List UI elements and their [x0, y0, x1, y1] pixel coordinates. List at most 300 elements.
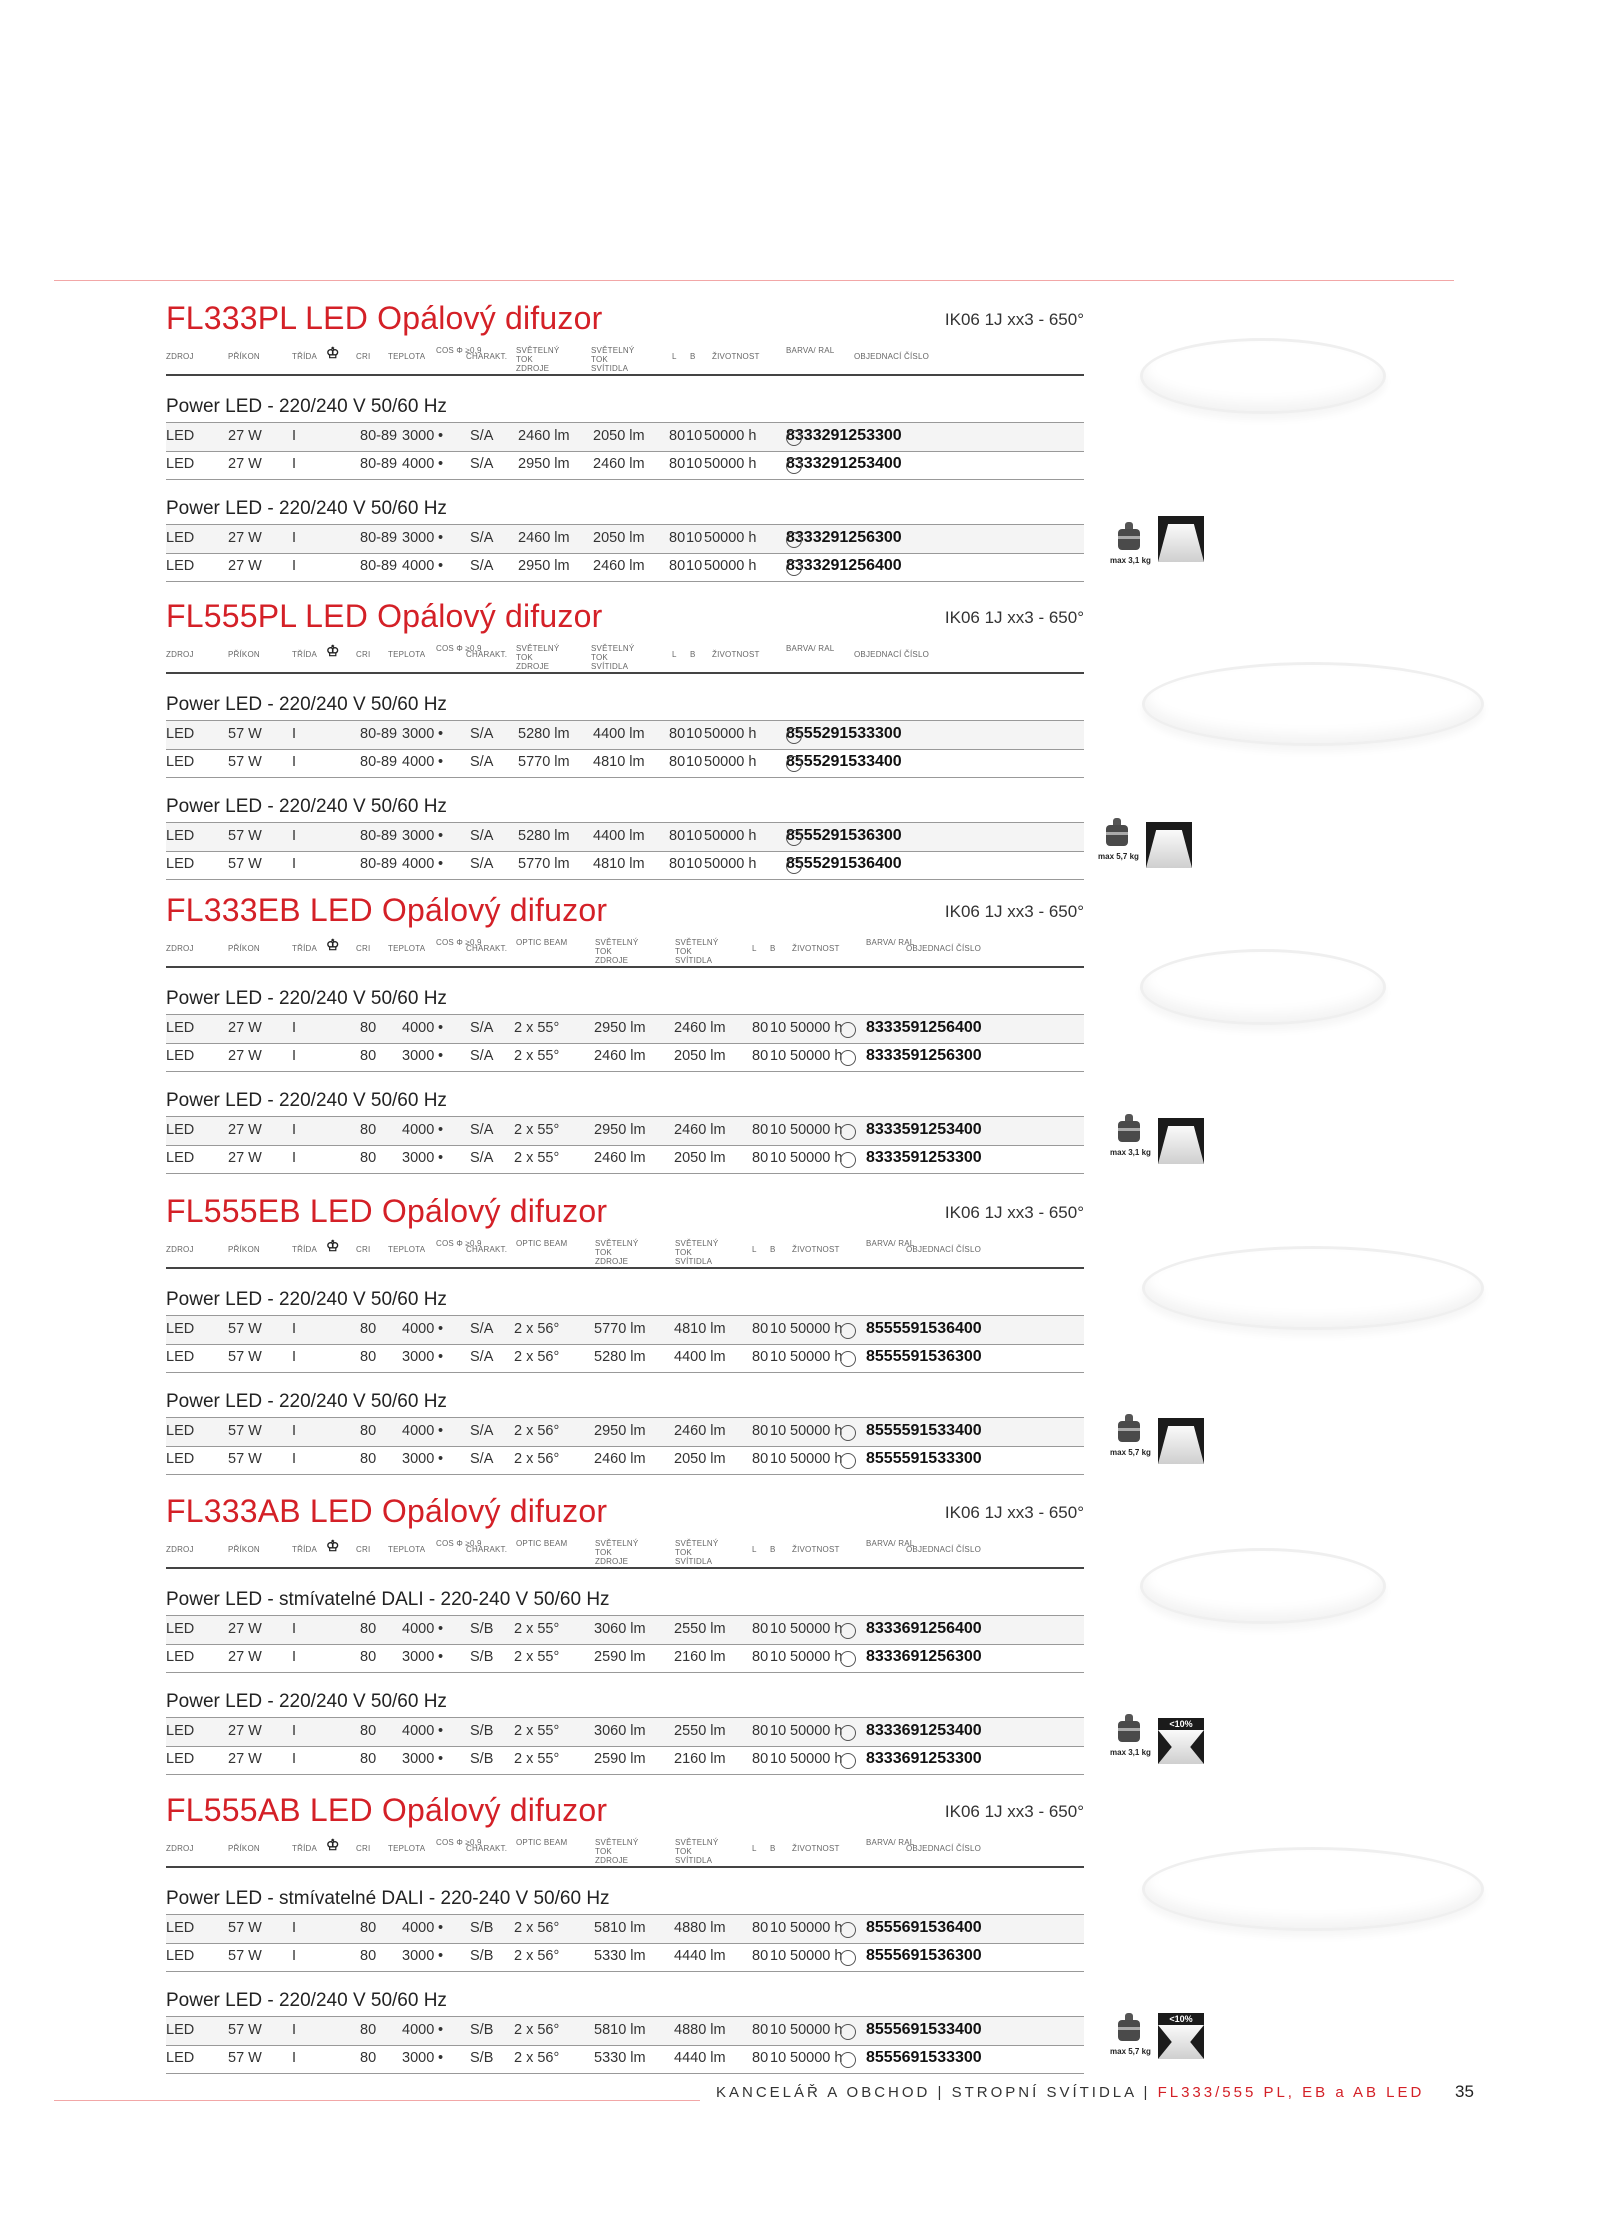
table-cell: • — [438, 1423, 444, 1439]
table-cell: 2 x 56° — [514, 1920, 560, 1936]
weight-icon-band — [1118, 1428, 1140, 1431]
color-circle-icon — [840, 2024, 856, 2040]
table-cell: 57 W — [228, 754, 262, 770]
header-cell: BARVA/ RAL — [866, 1239, 915, 1248]
header-cell: ŽIVOTNOST — [712, 650, 760, 659]
table-cell: 2460 lm — [674, 1020, 726, 1036]
table-cell: 50000 h — [790, 2022, 843, 2038]
table-cell: 27 W — [228, 1649, 262, 1665]
table-cell: LED — [166, 1948, 195, 1964]
table-cell: 4880 lm — [674, 2022, 726, 2038]
table-cell: 50000 h — [790, 1150, 843, 1166]
table-cell: LED — [166, 456, 195, 472]
table-cell: 3000 — [402, 1349, 435, 1365]
table-cell: I — [292, 1020, 297, 1036]
table-cell: 57 W — [228, 1920, 262, 1936]
header-cell: ZDROJ — [166, 1545, 194, 1554]
table-cell: 50000 h — [790, 1020, 843, 1036]
table-cell: 80 — [669, 530, 686, 546]
table-cell: I — [292, 1948, 297, 1964]
table-cell: 5770 lm — [594, 1321, 646, 1337]
group-title: Power LED - 220/240 V 50/60 Hz — [166, 796, 447, 817]
order-code: 8333591256300 — [866, 1047, 982, 1064]
table-cell: 2460 lm — [594, 1451, 646, 1467]
color-circle-icon — [786, 830, 802, 846]
header-cell: TŘÍDA — [292, 944, 317, 953]
table-cell: 5330 lm — [594, 1948, 646, 1964]
table-cell: 3060 lm — [594, 1723, 646, 1739]
table-cell: I — [292, 1451, 297, 1467]
color-circle-icon — [840, 1022, 856, 1038]
table-cell: 4000 — [402, 1723, 435, 1739]
table-header — [166, 344, 1084, 376]
table-cell: 80-89 — [360, 828, 398, 844]
table-cell: 5770 lm — [518, 856, 570, 872]
beam-icon — [1158, 1118, 1204, 1164]
beam-icon — [1158, 2013, 1204, 2059]
header-cell: SVĚTELNÝ TOK SVÍTIDLA — [591, 346, 635, 373]
color-circle-icon — [786, 560, 802, 576]
table-cell: • — [438, 2022, 444, 2038]
table-cell: 2950 lm — [594, 1122, 646, 1138]
table-cell: I — [292, 2050, 297, 2066]
table-cell: 4000 — [402, 856, 435, 872]
table-cell: LED — [166, 530, 195, 546]
table-cell: 27 W — [228, 1020, 262, 1036]
table-cell: I — [292, 856, 297, 872]
footer — [716, 2084, 1476, 2101]
table-cell: 27 W — [228, 428, 262, 444]
table-cell: I — [292, 754, 297, 770]
color-circle-icon — [840, 1453, 856, 1469]
header-cell: BARVA/ RAL — [866, 938, 915, 947]
order-code: 8555691533300 — [866, 2049, 982, 2066]
product-section — [166, 300, 1084, 590]
table-cell: 5280 lm — [518, 828, 570, 844]
table-cell: 10 — [770, 1150, 787, 1166]
table-cell: 80 — [752, 1920, 769, 1936]
header-cell: PŘÍKON — [228, 1245, 260, 1254]
header-cell: TŘÍDA — [292, 650, 317, 659]
table-cell: S/B — [470, 1920, 494, 1936]
table-cell: I — [292, 1920, 297, 1936]
table-cell: 4000 — [402, 1423, 435, 1439]
order-code: 8555591536400 — [866, 1320, 982, 1337]
table-cell: LED — [166, 1920, 195, 1936]
table-cell: 3000 — [402, 726, 435, 742]
header-cell: TEPLOTA — [388, 650, 426, 659]
weight-icon-band — [1106, 832, 1128, 835]
table-row — [166, 1315, 1084, 1345]
beam-label: <10% — [1169, 2014, 1193, 2024]
table-row — [166, 2016, 1084, 2046]
table-cell: 80 — [752, 2050, 769, 2066]
ik-rating: IK06 1J xx3 - 650° — [944, 902, 1084, 921]
color-circle-icon — [840, 2052, 856, 2068]
table-cell: • — [438, 428, 444, 444]
table-cell: S/A — [470, 726, 494, 742]
header-cell: B — [690, 650, 696, 659]
weight-label: max 5,7 kg — [1098, 852, 1139, 861]
table-cell: 4000 — [402, 754, 435, 770]
header-cell: ŽIVOTNOST — [792, 1844, 840, 1853]
header-cell: SVĚTELNÝ TOK SVÍTIDLA — [675, 938, 719, 965]
table-cell: 4000 — [402, 456, 435, 472]
header-cell: SVĚTELNÝ TOK SVÍTIDLA — [675, 1239, 719, 1266]
table-cell: 50000 h — [790, 1423, 843, 1439]
table-cell: 80 — [752, 1621, 769, 1637]
table-cell: 10 — [770, 1649, 787, 1665]
table-cell: 50000 h — [704, 530, 757, 546]
table-cell: S/A — [470, 456, 494, 472]
header-cell: PŘÍKON — [228, 352, 260, 361]
table-cell: 2 x 55° — [514, 1048, 560, 1064]
weight-icon-band — [1118, 1728, 1140, 1731]
table-cell: • — [438, 754, 444, 770]
header-cell: PŘÍKON — [228, 1545, 260, 1554]
header-cell: SVĚTELNÝ TOK ZDROJE — [595, 1239, 639, 1266]
table-cell: 50000 h — [790, 1621, 843, 1637]
table-cell: 2050 lm — [674, 1048, 726, 1064]
order-code: 8333691256300 — [866, 1648, 982, 1665]
weight-icon-body — [1118, 2020, 1140, 2041]
table-cell: S/A — [470, 530, 494, 546]
weight-label: max 3,1 kg — [1110, 1148, 1151, 1157]
weight-icon-body — [1118, 529, 1140, 550]
class-mark-icon: ♔ — [326, 1837, 340, 1854]
table-cell: I — [292, 1122, 297, 1138]
table-row — [166, 1446, 1084, 1475]
table-cell: 10 — [770, 1349, 787, 1365]
table-cell: 10 — [686, 828, 703, 844]
table-row — [166, 553, 1084, 582]
order-code: 8333591253400 — [866, 1121, 982, 1138]
table-cell: 27 W — [228, 1122, 262, 1138]
table-cell: 80 — [360, 1423, 377, 1439]
table-cell: 5280 lm — [594, 1349, 646, 1365]
table-cell: 2 x 56° — [514, 1948, 560, 1964]
table-cell: LED — [166, 828, 195, 844]
beam-icon — [1158, 1718, 1204, 1764]
table-cell: 80 — [360, 2050, 377, 2066]
table-cell: 2 x 56° — [514, 1321, 560, 1337]
table-cell: 4000 — [402, 1122, 435, 1138]
table-cell: • — [438, 726, 444, 742]
header-cell: L — [752, 944, 757, 953]
table-cell: 80 — [752, 1048, 769, 1064]
table-cell: LED — [166, 2022, 195, 2038]
table-cell: LED — [166, 2050, 195, 2066]
table-cell: 27 W — [228, 558, 262, 574]
section-title: FL555AB LED Opálový difuzor — [166, 1792, 608, 1828]
page-number: 35 — [1455, 2082, 1474, 2101]
table-cell: LED — [166, 1451, 195, 1467]
table-cell: 27 W — [228, 1723, 262, 1739]
section-title: FL333PL LED Opálový difuzor — [166, 300, 603, 336]
table-cell: 2160 lm — [674, 1649, 726, 1665]
lamp-image — [1142, 1246, 1484, 1330]
table-cell: 80 — [669, 456, 686, 472]
table-cell: 10 — [770, 1451, 787, 1467]
weight-icon — [1118, 1714, 1140, 1744]
color-circle-icon — [840, 1651, 856, 1667]
table-row — [166, 1914, 1084, 1944]
table-cell: 2460 lm — [593, 558, 645, 574]
table-cell: • — [438, 1451, 444, 1467]
table-cell: LED — [166, 856, 195, 872]
table-cell: 2950 lm — [594, 1423, 646, 1439]
table-cell: S/A — [470, 1150, 494, 1166]
weight-label: max 5,7 kg — [1110, 1448, 1151, 1457]
table-cell: S/A — [470, 558, 494, 574]
table-cell: 2 x 55° — [514, 1122, 560, 1138]
table-header — [166, 1237, 1084, 1269]
header-cell: SVĚTELNÝ TOK ZDROJE — [595, 1539, 639, 1566]
order-code: 8333291253400 — [786, 455, 902, 472]
table-cell: 3000 — [402, 1150, 435, 1166]
header-cell: PŘÍKON — [228, 944, 260, 953]
table-cell: 50000 h — [790, 1048, 843, 1064]
table-cell: I — [292, 1723, 297, 1739]
table-cell: 80-89 — [360, 726, 398, 742]
table-cell: 57 W — [228, 828, 262, 844]
beam-shine — [1158, 1126, 1204, 1164]
group-title: Power LED - stmívatelné DALI - 220-240 V 50/60 Hz — [166, 1888, 610, 1909]
lamp-image — [1142, 662, 1484, 746]
table-cell: 3000 — [402, 828, 435, 844]
footer-left: KANCELÁŘ A OBCHOD | STROPNÍ SVÍTIDLA | — [716, 2084, 1151, 2101]
weight-icon-body — [1118, 1421, 1140, 1442]
table-cell: 57 W — [228, 1451, 262, 1467]
table-row — [166, 749, 1084, 778]
table-cell: S/B — [470, 1948, 494, 1964]
color-circle-icon — [840, 1323, 856, 1339]
weight-icon-body — [1106, 825, 1128, 846]
table-cell: S/A — [470, 1020, 494, 1036]
table-cell: 80 — [360, 1451, 377, 1467]
header-cell: COS Φ ≥0,9 — [436, 644, 482, 653]
table-cell: 2590 lm — [594, 1751, 646, 1767]
table-cell: 57 W — [228, 2022, 262, 2038]
header-cell: COS Φ ≥0,9 — [436, 1838, 482, 1847]
table-cell: 27 W — [228, 1150, 262, 1166]
table-cell: 80 — [669, 828, 686, 844]
table-cell: 80 — [752, 1321, 769, 1337]
table-cell: 3000 — [402, 1948, 435, 1964]
header-cell: OBJEDNACÍ ČÍSLO — [906, 1844, 982, 1853]
header-cell: PŘÍKON — [228, 1844, 260, 1853]
header-cell: L — [752, 1545, 757, 1554]
header-cell: CRI — [356, 352, 371, 361]
table-cell: 50000 h — [790, 1649, 843, 1665]
header-cell: L — [672, 650, 677, 659]
color-circle-icon — [840, 1725, 856, 1741]
product-section — [166, 1792, 1084, 2082]
table-cell: S/A — [470, 1423, 494, 1439]
header-cell: ŽIVOTNOST — [792, 944, 840, 953]
table-cell: 80 — [360, 1150, 377, 1166]
color-circle-icon — [786, 728, 802, 744]
table-cell: • — [438, 2050, 444, 2066]
table-cell: 5280 lm — [518, 726, 570, 742]
table-cell: I — [292, 456, 297, 472]
weight-icon — [1118, 1414, 1140, 1444]
table-cell: I — [292, 530, 297, 546]
header-cell: OPTIC BEAM — [516, 1539, 568, 1548]
lamp-image — [1140, 338, 1386, 414]
weight-icon — [1118, 2013, 1140, 2043]
table-cell: I — [292, 1321, 297, 1337]
table-cell: 3000 — [402, 1048, 435, 1064]
header-cell: ŽIVOTNOST — [712, 352, 760, 361]
table-cell: 80 — [752, 2022, 769, 2038]
color-circle-icon — [840, 1124, 856, 1140]
table-cell: S/A — [470, 754, 494, 770]
table-cell: LED — [166, 1751, 195, 1767]
table-cell: 10 — [686, 754, 703, 770]
table-cell: 2460 lm — [674, 1423, 726, 1439]
table-cell: S/A — [470, 856, 494, 872]
color-circle-icon — [840, 1152, 856, 1168]
color-circle-icon — [786, 532, 802, 548]
table-row — [166, 822, 1084, 852]
table-cell: 80 — [360, 1122, 377, 1138]
header-cell: B — [770, 1245, 776, 1254]
table-cell: S/B — [470, 1751, 494, 1767]
table-cell: 4440 lm — [674, 1948, 726, 1964]
table-cell: 50000 h — [790, 1920, 843, 1936]
header-cell: CRI — [356, 944, 371, 953]
weight-label: max 3,1 kg — [1110, 556, 1151, 565]
table-cell: 80 — [752, 1649, 769, 1665]
table-cell: 2 x 55° — [514, 1723, 560, 1739]
header-cell: TŘÍDA — [292, 1844, 317, 1853]
header-cell: ZDROJ — [166, 650, 194, 659]
table-cell: 2050 lm — [674, 1150, 726, 1166]
header-cell: OBJEDNACÍ ČÍSLO — [906, 1245, 982, 1254]
table-cell: LED — [166, 1723, 195, 1739]
table-cell: 10 — [686, 856, 703, 872]
table-cell: 10 — [770, 1048, 787, 1064]
order-code: 8333591256400 — [866, 1019, 982, 1036]
table-cell: LED — [166, 1321, 195, 1337]
header-cell: CHARAKT. — [466, 944, 508, 953]
order-code: 8555291533300 — [786, 725, 902, 742]
table-row — [166, 1344, 1084, 1373]
table-cell: 80 — [360, 1048, 377, 1064]
header-cell: B — [690, 352, 696, 361]
table-cell: • — [438, 1020, 444, 1036]
table-cell: 2460 lm — [518, 428, 570, 444]
table-row — [166, 1417, 1084, 1447]
table-cell: 4000 — [402, 2022, 435, 2038]
table-cell: I — [292, 828, 297, 844]
header-cell: CHARAKT. — [466, 352, 508, 361]
table-cell: 10 — [686, 456, 703, 472]
table-cell: 50000 h — [704, 726, 757, 742]
table-cell: 80 — [752, 1150, 769, 1166]
table-cell: 10 — [686, 726, 703, 742]
table-cell: • — [438, 1349, 444, 1365]
table-cell: 3000 — [402, 1751, 435, 1767]
color-circle-icon — [786, 858, 802, 874]
header-cell: BARVA/ RAL — [786, 346, 835, 355]
table-cell: I — [292, 1751, 297, 1767]
table-cell: LED — [166, 1649, 195, 1665]
table-cell: 27 W — [228, 456, 262, 472]
table-cell: 10 — [686, 530, 703, 546]
table-cell: LED — [166, 1349, 195, 1365]
table-cell: 50000 h — [704, 456, 757, 472]
table-cell: 80 — [360, 1751, 377, 1767]
order-code: 8333591253300 — [866, 1149, 982, 1166]
table-cell: 10 — [770, 2022, 787, 2038]
table-cell: 80 — [360, 1920, 377, 1936]
color-circle-icon — [840, 1950, 856, 1966]
table-row — [166, 1014, 1084, 1044]
table-cell: 2550 lm — [674, 1621, 726, 1637]
header-cell: COS Φ ≥0,9 — [436, 1239, 482, 1248]
table-cell: • — [438, 558, 444, 574]
weight-icon-band — [1118, 2027, 1140, 2030]
header-cell: L — [672, 352, 677, 361]
table-cell: 2050 lm — [593, 428, 645, 444]
table-cell: 80 — [669, 856, 686, 872]
color-circle-icon — [840, 1050, 856, 1066]
table-cell: • — [438, 1649, 444, 1665]
header-cell: TEPLOTA — [388, 1545, 426, 1554]
table-row — [166, 1644, 1084, 1673]
table-cell: 80 — [360, 1649, 377, 1665]
table-cell: I — [292, 1150, 297, 1166]
table-cell: 2 x 56° — [514, 2050, 560, 2066]
header-cell: COS Φ ≥0,9 — [436, 938, 482, 947]
product-section — [166, 1193, 1084, 1483]
order-code: 8555691536400 — [866, 1919, 982, 1936]
table-cell: 80 — [752, 1723, 769, 1739]
table-cell: S/A — [470, 428, 494, 444]
header-cell: BARVA/ RAL — [866, 1539, 915, 1548]
header-cell: OPTIC BEAM — [516, 1838, 568, 1847]
table-cell: 4810 lm — [593, 856, 645, 872]
color-circle-icon — [840, 1623, 856, 1639]
table-cell: 80 — [669, 754, 686, 770]
table-cell: 57 W — [228, 1423, 262, 1439]
weight-icon — [1118, 522, 1140, 552]
table-cell: S/A — [470, 1349, 494, 1365]
color-circle-icon — [840, 1922, 856, 1938]
table-cell: 2 x 56° — [514, 1423, 560, 1439]
table-cell: 2 x 55° — [514, 1020, 560, 1036]
table-cell: 10 — [770, 1920, 787, 1936]
table-cell: 2160 lm — [674, 1751, 726, 1767]
table-cell: • — [438, 1751, 444, 1767]
table-cell: S/B — [470, 1621, 494, 1637]
class-mark-icon: ♔ — [326, 345, 340, 362]
table-cell: I — [292, 428, 297, 444]
table-cell: 2 x 55° — [514, 1621, 560, 1637]
header-cell: CRI — [356, 1844, 371, 1853]
header-cell: SVĚTELNÝ TOK ZDROJE — [516, 346, 560, 373]
table-cell: I — [292, 1349, 297, 1365]
table-cell: 4400 lm — [674, 1349, 726, 1365]
header-cell: SVĚTELNÝ TOK ZDROJE — [595, 938, 639, 965]
color-circle-icon — [840, 1425, 856, 1441]
table-cell: 5810 lm — [594, 2022, 646, 2038]
group-title: Power LED - 220/240 V 50/60 Hz — [166, 694, 447, 715]
table-cell: LED — [166, 558, 195, 574]
table-cell: 80-89 — [360, 530, 398, 546]
